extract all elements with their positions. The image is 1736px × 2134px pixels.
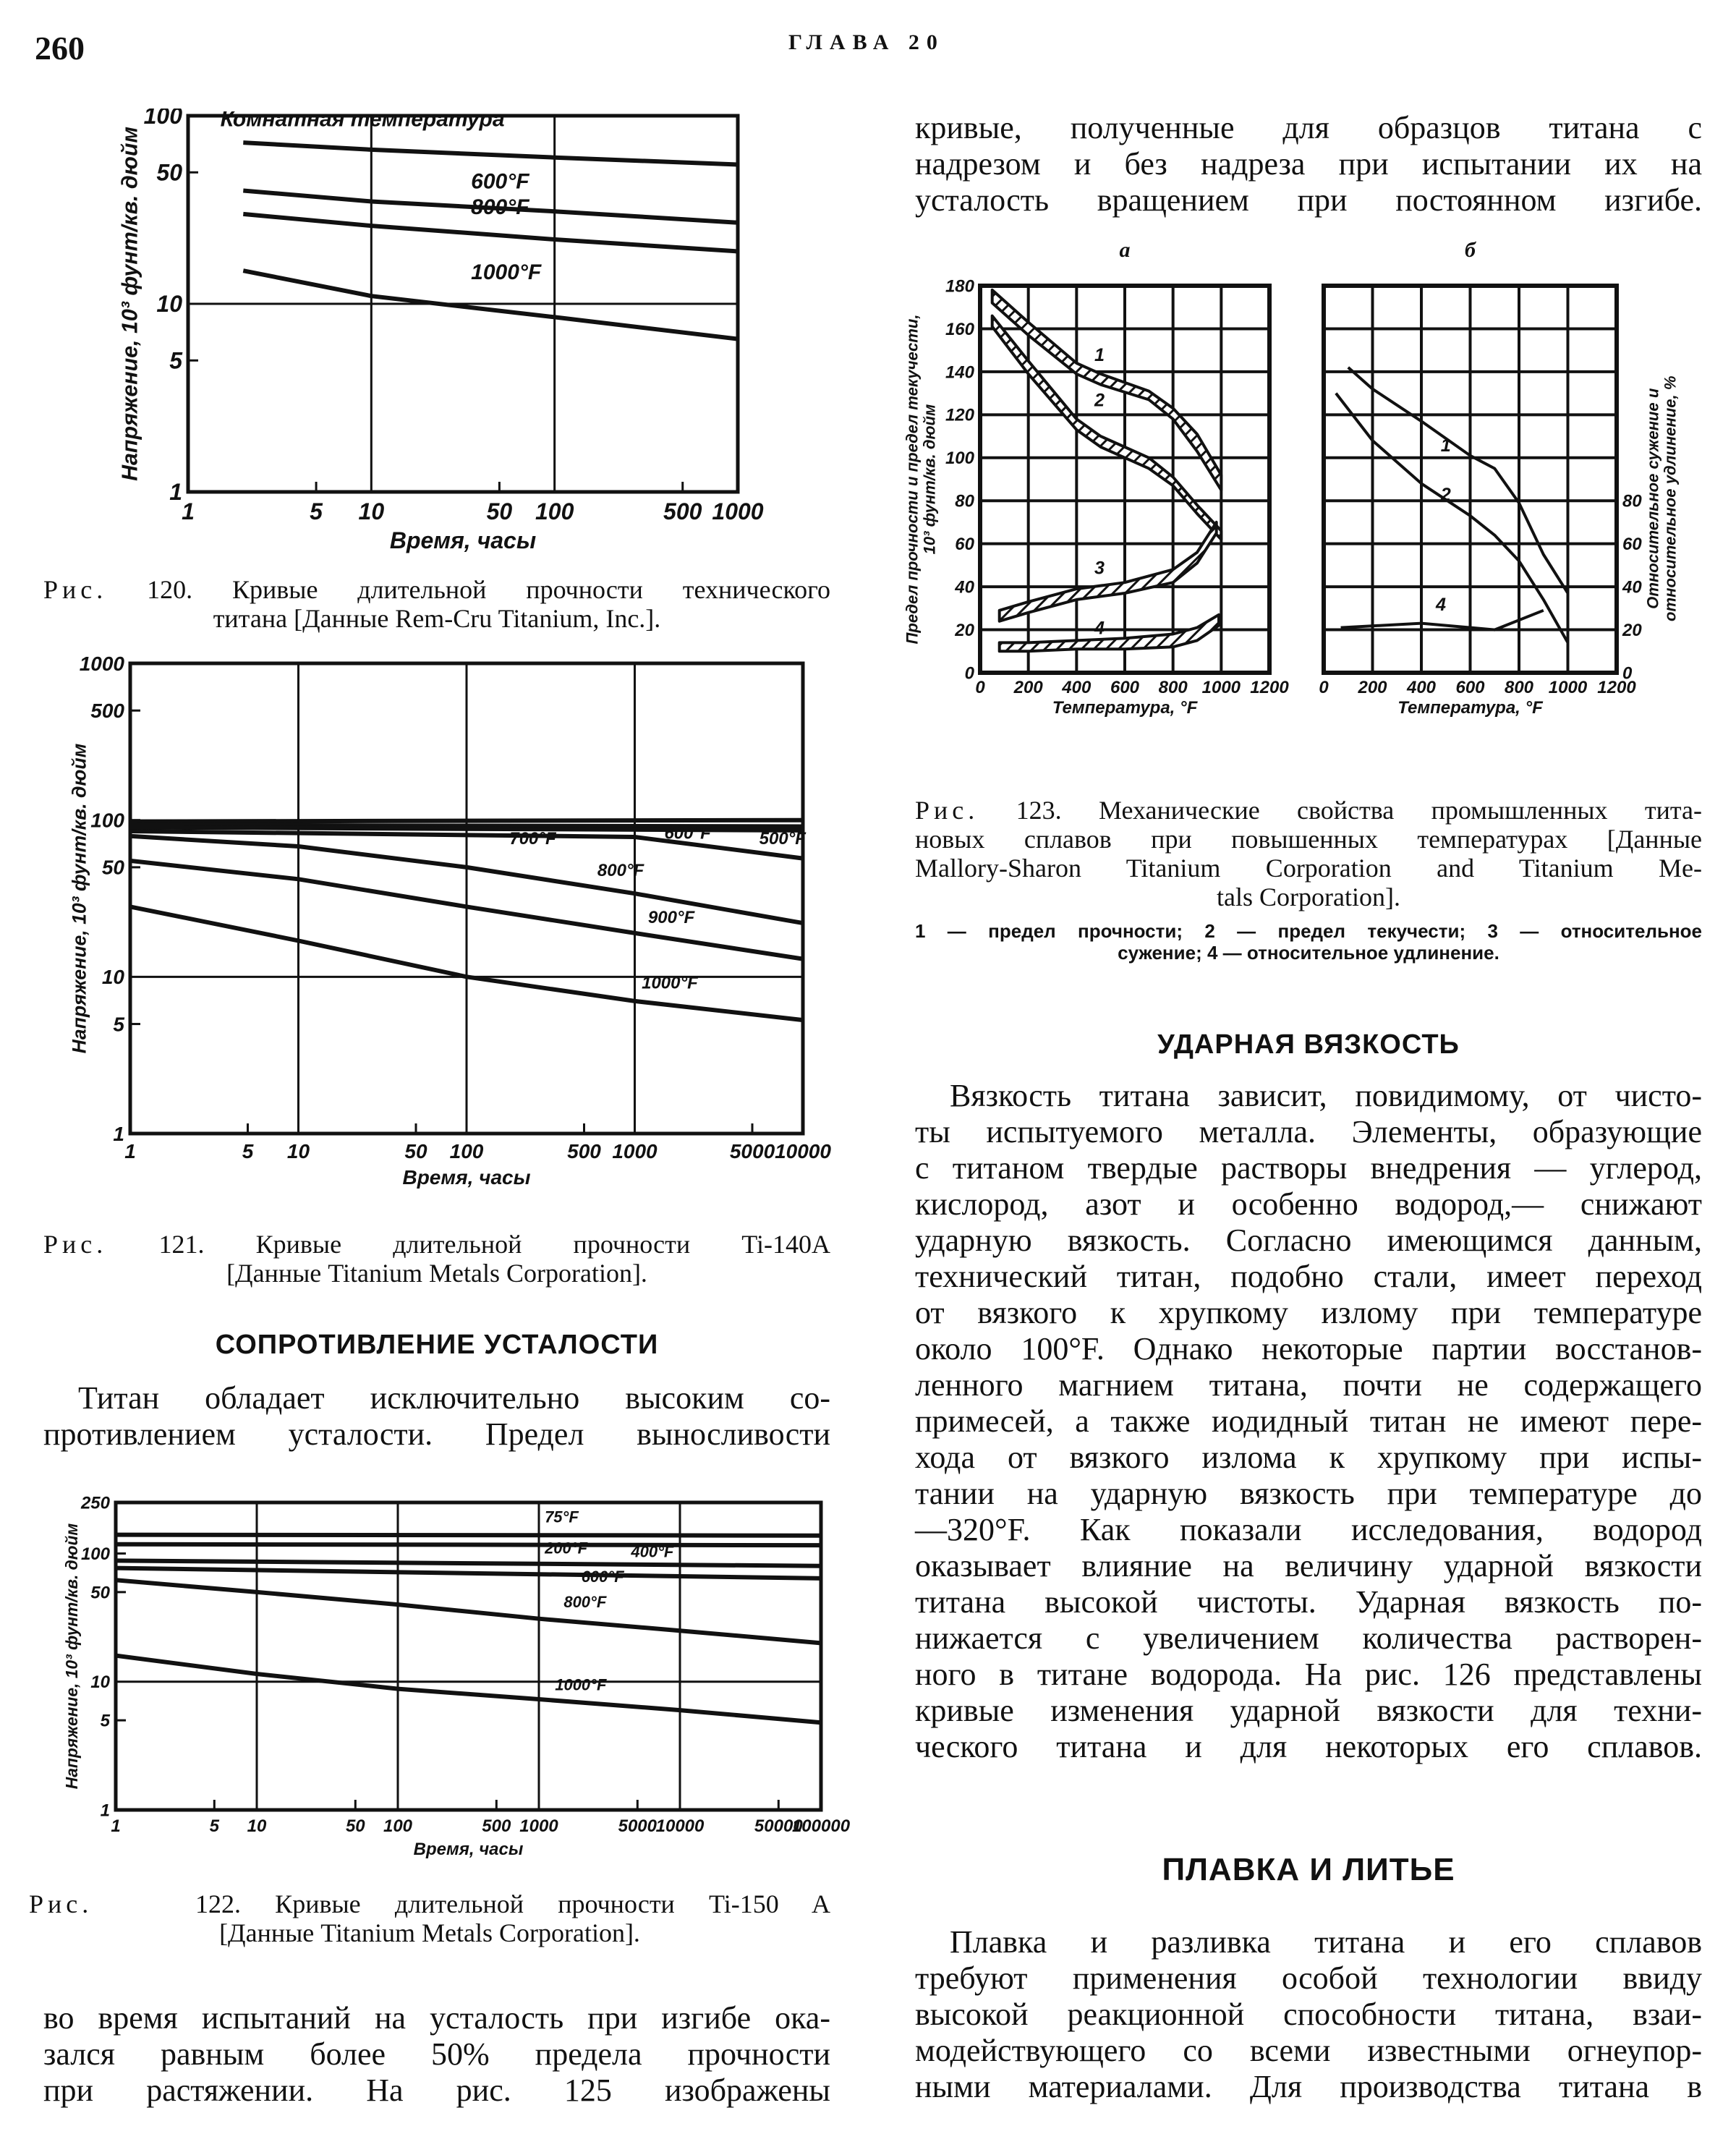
series-label: 1000°F (471, 260, 542, 285)
fatigue-paragraph (43, 1380, 830, 1453)
x-tick-label: 500 (567, 1140, 601, 1162)
y-tick-label: 20 (955, 620, 974, 640)
y-axis-label: Относительное сужение и (1643, 388, 1662, 609)
series-line (116, 1568, 821, 1578)
text-line: кислород, азот и особенно водород,— снижают (915, 1186, 1702, 1222)
caption-line: [Данные Titanium Metals Corporation]. (219, 1918, 640, 1947)
x-tick-label: 1000 (712, 498, 764, 524)
continuation-paragraph (43, 2000, 830, 2109)
x-tick-label: 1000 (1548, 678, 1588, 697)
text-line: оказывает влияние на величину ударной вязкости (915, 1548, 1702, 1584)
band-4 (1000, 615, 1219, 652)
band-label: 4 (1094, 618, 1105, 639)
x-tick-label: 500 (482, 1816, 511, 1836)
text-line: от вязкого к хрупкому излому при температуре (915, 1295, 1702, 1330)
series-label: 800°F (563, 1593, 607, 1612)
caption-prefix: Рис. (43, 1230, 108, 1259)
y-tick-label: 1 (169, 479, 182, 506)
y-axis-label: относительное удлинение, % (1661, 375, 1680, 621)
y-tick-label: 10 (101, 966, 124, 989)
text-line: противлением усталости. Предел выносливости (43, 1416, 830, 1452)
series-line (130, 820, 803, 822)
y-axis-label: Напряжение, 10³ фунт/кв. дюйм (62, 1523, 82, 1790)
x-axis-label: Температура, °F (1052, 698, 1198, 718)
x-axis-label: Время, часы (389, 527, 537, 553)
y-axis-label: Предел прочности и предел текучести, (903, 314, 922, 645)
text-line: ударную вязкость. Согласно имеющимся данным, (915, 1223, 1702, 1258)
x-tick-label: 400 (1062, 678, 1092, 697)
figure-123-legend (915, 920, 1702, 964)
x-tick-label: 5 (242, 1140, 254, 1162)
section-title-impact: УДАРНАЯ ВЯЗКОСТЬ (1157, 1029, 1460, 1060)
y-tick-label: 80 (955, 491, 974, 511)
y-axis-label: Напряжение, 10³ фунт/кв. дюйм (68, 743, 90, 1054)
x-tick-label: 5 (310, 498, 323, 524)
caption-line: tals Corporation]. (1217, 883, 1400, 911)
y-tick-label: 100 (80, 1544, 110, 1564)
x-axis-label: Время, часы (402, 1166, 531, 1189)
y-tick-label: 0 (964, 663, 974, 684)
legend-line: сужение; 4 — относительное удлинение. (1118, 942, 1499, 964)
text-line: надрезом и без надреза при испытании их на (915, 146, 1702, 182)
caption-line: 122. Кривые длительной прочности Ti-150 A (195, 1889, 831, 1918)
text-line: около 100°F. Однако некоторые партии восстанов- (915, 1331, 1702, 1366)
x-axis-label: Температура, °F (1397, 698, 1543, 718)
y-tick-label: 5 (113, 1013, 124, 1036)
band-label: 3 (1094, 558, 1105, 579)
y-tick-label: 40 (1622, 577, 1642, 598)
y-tick-label: 40 (955, 577, 974, 598)
plot-frame (116, 1502, 821, 1810)
series-label: 500°F (759, 829, 806, 849)
x-tick-label: 1000 (612, 1140, 658, 1162)
y-tick-label: 1 (113, 1122, 124, 1145)
x-tick-label: 5 (209, 1816, 219, 1836)
x-tick-label: 100000 (791, 1816, 851, 1836)
figure-123b-chart (1295, 228, 1722, 778)
x-axis-label: Время, часы (413, 1840, 524, 1859)
text-line: зался равным более 50% предела прочности (43, 2036, 830, 2072)
x-tick-label: 50 (345, 1816, 365, 1836)
series-line (1336, 394, 1568, 643)
text-line: тании на ударную вязкость при температуре до (915, 1476, 1702, 1511)
y-tick-label: 1 (100, 1801, 110, 1821)
x-tick-label: 500 (663, 498, 702, 524)
series-label: 4 (1435, 594, 1447, 615)
caption-line: Mallory-Sharon Titanium Corporation and Titanium Me- (915, 854, 1702, 883)
series-label: 1000°F (642, 973, 698, 993)
caption-line: титана [Данные Rem-Cru Titanium, Inc.]. (213, 604, 661, 633)
figure-122-chart (36, 1487, 854, 1877)
y-tick-label: 20 (1622, 620, 1642, 640)
caption-line: 120. Кривые длительной прочности технического (147, 575, 830, 604)
figure-121-chart (36, 647, 839, 1226)
series-line (116, 1560, 821, 1565)
figure-120-caption (43, 575, 830, 633)
y-tick-label: 500 (90, 700, 124, 723)
text-line: —320°F. Как показали исследования, водород (915, 1512, 1702, 1547)
x-tick-label: 200 (1358, 678, 1387, 697)
x-tick-label: 50 (404, 1140, 427, 1162)
x-tick-label: 1000 (1201, 678, 1241, 697)
melting-paragraph (915, 1924, 1702, 2105)
series-line (116, 1535, 821, 1536)
x-tick-label: 100 (535, 498, 574, 524)
text-line: требуют применения особой технологии ввиду (915, 1960, 1702, 1996)
text-line: ческого титана и для некоторых его сплавов. (915, 1729, 1702, 1764)
y-tick-label: 80 (1622, 491, 1642, 511)
caption-line: 123. Механические свойства промышленных тита- (1016, 796, 1703, 825)
y-tick-label: 1000 (79, 652, 124, 675)
text-line: хода от вязкого излома к хрупкому при испы- (915, 1440, 1702, 1475)
panel-letter: б (1465, 238, 1476, 262)
page-number: 260 (35, 30, 85, 67)
y-tick-label: 5 (169, 347, 182, 374)
y-tick-label: 50 (156, 159, 182, 186)
series-line (116, 1656, 821, 1723)
figure-121-caption (43, 1230, 830, 1288)
y-tick-label: 10 (156, 291, 182, 318)
series-label: 1 (1440, 435, 1451, 456)
text-line: Вязкость титана зависит, повидимому, от чисто- (950, 1078, 1702, 1113)
x-tick-label: 10 (286, 1140, 310, 1162)
y-tick-label: 50 (90, 1583, 110, 1603)
text-line: ными материалами. Для производства титана в (915, 2069, 1702, 2104)
x-tick-label: 600 (1455, 678, 1485, 697)
intro-paragraph (915, 110, 1702, 218)
text-line: кривые изменения ударной вязкости для техни- (915, 1693, 1702, 1728)
x-tick-label: 600 (1110, 678, 1140, 697)
band-1 (992, 290, 1222, 490)
text-line: кривые, полученные для образцов титана с (915, 110, 1702, 145)
y-tick-label: 250 (80, 1493, 110, 1513)
x-tick-label: 400 (1406, 678, 1437, 697)
y-tick-label: 5 (100, 1711, 110, 1731)
x-tick-label: 10000 (775, 1140, 831, 1162)
figure-123-caption (915, 796, 1702, 911)
x-tick-label: 100 (383, 1816, 413, 1836)
section-title-melting: ПЛАВКА И ЛИТЬЕ (1162, 1852, 1455, 1887)
x-tick-label: 10 (247, 1816, 267, 1836)
x-tick-label: 1200 (1597, 678, 1636, 697)
x-tick-label: 50 (486, 498, 513, 524)
y-tick-label: 10 (90, 1672, 110, 1693)
running-head: ГЛАВА 20 (788, 30, 945, 54)
series-label: 200°F (545, 1539, 588, 1557)
text-line: ного в титане водорода. На рис. 126 представлены (915, 1657, 1702, 1692)
series-line (1348, 367, 1568, 593)
text-line: ленного магнием титана, почти не содержащего (915, 1367, 1702, 1403)
y-tick-label: 60 (1622, 535, 1642, 555)
y-tick-label: 160 (945, 319, 974, 339)
series-line (116, 1544, 821, 1545)
x-tick-label: 10000 (655, 1816, 705, 1836)
caption-prefix: Рис. (915, 796, 979, 825)
figure-122-caption (29, 1889, 830, 1947)
series-label: 400°F (631, 1542, 674, 1561)
x-tick-label: 50000 (754, 1816, 803, 1836)
text-line: при растяжении. На рис. 125 изображены (43, 2073, 830, 2108)
legend-line: 1 — предел прочности; 2 — предел текучести; 3 — относительное (915, 920, 1702, 942)
x-tick-label: 1200 (1250, 678, 1289, 697)
text-line: модействующего со всеми известными огнеупор- (915, 2033, 1702, 2068)
series-label: Комнатная температура (220, 109, 505, 132)
series-line (116, 1580, 821, 1643)
y-tick-label: 180 (945, 276, 974, 297)
y-tick-label: 60 (955, 535, 974, 555)
text-line: нижается с увеличением количества растворен- (915, 1620, 1702, 1656)
x-tick-label: 1 (111, 1816, 121, 1836)
text-line: с титаном твердые растворы внедрения — углерод, (915, 1150, 1702, 1186)
x-tick-label: 5000 (618, 1816, 657, 1836)
y-axis-label: Напряжение, 10³ фунт/кв. дюйм (117, 127, 142, 481)
band-label: 1 (1094, 345, 1105, 366)
panel-letter: а (1119, 238, 1131, 262)
series-label: 700°F (509, 829, 556, 849)
text-line: примесей, а также иодидный титан не имеют пере- (915, 1403, 1702, 1439)
y-tick-label: 100 (945, 449, 974, 469)
text-line: ты испытуемого металла. Элементы, образующие (915, 1114, 1702, 1149)
y-tick-label: 120 (945, 405, 974, 425)
caption-prefix: Рис. (43, 575, 108, 604)
x-tick-label: 800 (1504, 678, 1534, 697)
section-title-fatigue: СОПРОТИВЛЕНИЕ УСТАЛОСТИ (215, 1330, 659, 1360)
x-tick-label: 800 (1158, 678, 1188, 697)
y-tick-label: 100 (143, 109, 182, 129)
caption-line: [Данные Titanium Metals Corporation]. (226, 1259, 647, 1288)
x-tick-label: 10 (358, 498, 385, 524)
text-line: высокой реакционной способности титана, взаи- (915, 1997, 1702, 2032)
series-line (243, 143, 738, 164)
x-tick-label: 1000 (519, 1816, 558, 1836)
band-3 (1000, 522, 1217, 621)
text-line: технический титан, подобно стали, имеет переход (915, 1259, 1702, 1294)
series-label: 600°F (664, 823, 711, 843)
text-line: усталость вращением при постоянном изгибе. (915, 182, 1702, 218)
y-tick-label: 100 (90, 809, 124, 832)
x-tick-label: 5000 (729, 1140, 775, 1162)
text-line: титана высокой чистоты. Ударная вязкость по- (915, 1584, 1702, 1620)
impact-paragraph (915, 1078, 1702, 1765)
x-tick-label: 200 (1013, 678, 1043, 697)
series-label: 2 (1440, 485, 1451, 506)
x-tick-label: 0 (1319, 678, 1329, 697)
series-label: 1000°F (555, 1675, 607, 1694)
text-line: Титан обладает исключительно высоким со- (78, 1380, 830, 1416)
y-tick-label: 50 (101, 856, 124, 879)
series-label: 75°F (545, 1508, 579, 1526)
y-tick-label: 140 (945, 362, 974, 383)
y-tick-label: 0 (1622, 663, 1633, 684)
caption-line: 121. Кривые длительной прочности Ti-140A (158, 1230, 831, 1259)
x-tick-label: 1 (124, 1140, 136, 1162)
series-label: 600°F (581, 1567, 624, 1586)
series-label: 900°F (647, 908, 695, 928)
x-tick-label: 0 (975, 678, 985, 697)
series-label: 800°F (471, 195, 529, 219)
band-label: 2 (1094, 390, 1105, 411)
caption-line: новых сплавов при повышенных температурах [Данные (915, 825, 1702, 854)
figure-120-chart (87, 109, 781, 571)
y-axis-label: 10³ фунт/кв. дюйм (920, 404, 939, 555)
text-line: Плавка и разливка титана и его сплавов (950, 1924, 1702, 1960)
figure-123a-chart (875, 228, 1302, 778)
x-tick-label: 1 (182, 498, 195, 524)
series-label: 600°F (471, 169, 529, 194)
caption-prefix: Рис. (29, 1889, 93, 1918)
series-label: 800°F (597, 860, 644, 880)
x-tick-label: 100 (449, 1140, 484, 1162)
text-line: во время испытаний на усталость при изгибе ока- (43, 2000, 830, 2036)
